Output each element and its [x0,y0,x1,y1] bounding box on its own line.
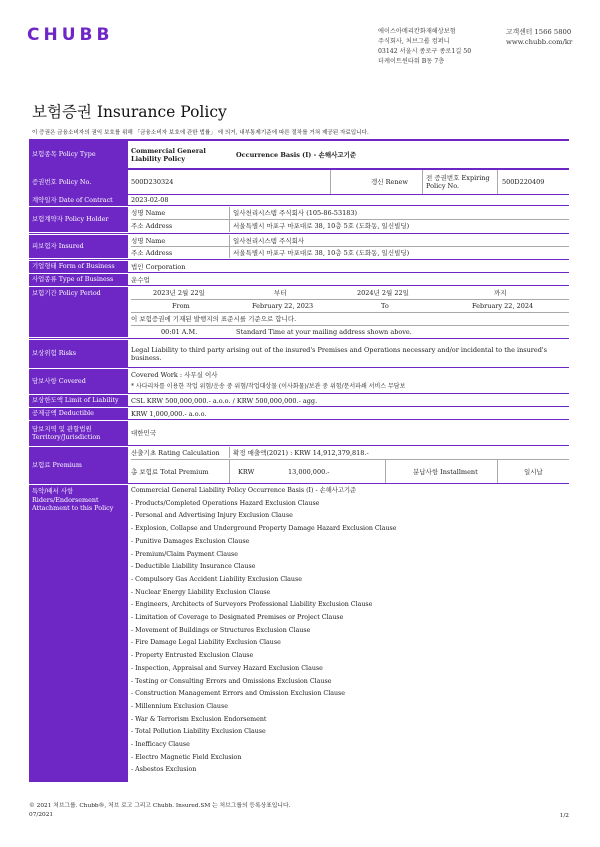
period-to-label: To [381,301,389,310]
policy-no-value: 500D230324 [131,178,174,186]
period-start-en: February 22, 2023 [252,301,314,310]
insured-address: 서울특별시 마포구 마포대로 38, 10층 5호 (도화동, 일신빌딩) [233,248,410,257]
divider [29,285,569,286]
installment-label: 분납사항 Installment [413,467,478,476]
document-title: 보험증권 Insurance Policy [32,103,227,121]
expiring-policy-value: 500D220409 [502,178,545,186]
covered-note: * 사다리차를 이용한 작업 위험/운송 중 위험/작업대상물 (이사화물)/보관 중 위험/문서파쇄 서비스 무담보 [131,382,406,390]
rider-item: - Electro Magnetic Field Exclusion [131,753,242,761]
rider-item: - War & Terrorism Exclusion Endorsement [131,715,267,723]
rating-calculation-label: 산출기초 Rating Calculation [131,448,220,457]
row-policy-period [29,287,569,337]
period-time: 00:01 A.M. [161,327,198,336]
date-of-contract-value: 2023-02-08 [131,196,169,204]
row-policy-no [29,170,569,194]
period-from-kr: 부터 [274,288,287,297]
rider-item: Commercial General Liability Policy Occurrence Basis (I) - 손해사고기준 [131,487,357,494]
rider-item: - Limitation of Coverage to Designated Premises or Project Clause [131,614,344,621]
period-from-label: From [172,301,190,310]
policy-no-label: 증권번호 Policy No. [29,170,128,194]
rider-item: - Movement of Buildings or Structures Exclusion Clause [131,626,311,634]
rider-item: - Engineers, Architects of Surveyors Professional Liability Exclusion Clause [131,601,373,609]
policy-basis: Occurrence Basis (I) - 손해사고기준 [236,150,357,159]
insured-address-label: 주소 Address [131,248,173,257]
rating-calculation-value: 확정 매출액(2021) : KRW 14,912,379,818.- [233,448,369,457]
divider [29,259,569,260]
holder-address-label: 주소 Address [131,222,173,230]
address-line: 에이스아메리칸화재해상보험 [378,28,456,35]
holder-name-label: 성명 Name [131,209,166,217]
total-premium-value: 13,000,000.- [288,467,330,476]
rider-item: - Inefficacy Clause [131,741,190,748]
row-date-of-contract [29,195,569,205]
limit-of-liability-label: 보상한도액 Limit of Liability [29,395,128,406]
row-riders [29,485,569,782]
address-line: 03142 서울시 종로구 종로1길 50 [378,48,472,55]
form-of-business-value: 법인 Corporation [131,262,186,271]
rider-item: - Millennium Exclusion Clause [131,702,228,710]
row-risks [29,340,569,367]
row-insured [29,235,569,258]
document-subtitle: 이 증권은 금융소비자의 권익 보호를 위해 「금융소비자 보호에 관한 법률」 에 의거, 내부통제기준에 따른 절차를 거쳐 제공된 자료입니다. [32,130,369,136]
period-end-kr: 2024년 2월 22일 [357,288,409,297]
rider-item: - Premium/Claim Payment Clause [131,550,238,558]
covered-label: 담보사항 Covered [29,369,128,393]
premium-label: 보험료 Premium [29,447,128,483]
divider [229,235,230,258]
rider-item: - Products/Completed Operations Hazard Exclusion Clause [131,499,320,507]
footer-date: 07/2021 [29,812,54,818]
installment-value: 일시납 [524,467,543,476]
row-covered [29,369,569,393]
divider [330,170,331,194]
policy-type-label: 보험종목 Policy Type [29,141,128,168]
rider-item: - Personal and Advertising Injury Exclusion Clause [131,512,293,520]
rider-item: - Deductible Liability Insurance Clause [131,563,256,571]
divider [29,393,569,394]
call-center: 고객센터 1566 5800 [506,28,572,36]
row-policy-holder [29,207,569,232]
row-form-of-business [29,261,569,272]
risks-value: Legal Liability to third party arising out of the insured's Premises and Operations necessary and/or incidental to the insured's business. [131,345,548,362]
row-limit-of-liability [29,395,569,406]
covered-work: Covered Work : 사무실 이사 [131,370,218,379]
policy-holder-label: 보험계약자 Policy Holder [29,207,128,232]
divider [29,406,569,407]
insured-label: 피보험자 Insured [29,235,128,258]
website-link[interactable]: www.chubb.com/kr [506,38,573,46]
period-end-en: February 22, 2024 [472,301,534,310]
divider [29,205,569,206]
divider [229,447,230,458]
row-deductible [29,408,569,419]
page-number: 1/2 [559,813,569,819]
rider-item: - Fire Damage Legal Liability Exclusion Clause [131,639,281,647]
risks-label: 보상위험 Risks [29,340,128,367]
rider-item: - Asbestos Exclusion [131,766,197,774]
rider-item: - Inspection, Appraisal and Survey Hazard Exclusion Clause [131,664,323,672]
period-start-kr: 2023년 2월 22일 [153,288,205,297]
divider [29,445,569,446]
rider-item: - Testing or Consulting Errors and Omissions Exclusion Clause [131,677,332,685]
row-premium [29,447,569,483]
deductible-label: 공제금액 Deductible [29,408,128,419]
divider [29,272,569,273]
renew-label: 갱신 Renew [371,178,408,186]
type-of-business-label: 사업종류 Type of Business [29,274,128,285]
territory-label: 담보지역 및 관할법원 Territory/Jurisdiction [29,421,128,445]
period-to-kr: 까지 [494,288,507,297]
rider-item: - Total Pollution Liability Exclusion Clause [131,728,266,736]
divider [497,170,498,194]
divider [229,460,230,483]
divider [29,419,569,420]
total-premium-label: 총 보험료 Total Premium [131,467,209,476]
insured-name-label: 성명 Name [131,236,166,245]
address-line: 더케이트윈타워 B동 7층 [378,58,445,65]
divider [29,483,569,484]
divider [497,460,498,483]
holder-address: 서울특별시 마포구 마포대로 38, 10층 5호 (도화동, 일신빌딩) [233,222,410,230]
type-of-business-value: 운수업 [131,275,150,284]
row-policy-type [29,141,569,168]
divider [229,207,230,232]
divider [29,367,569,368]
copyright: © 2021 처브그룹. Chubb®, 처브 로고 그리고 Chubb. Insured.SM 는 처브그룹의 등록상표입니다. [29,803,291,809]
divider [29,233,569,234]
period-note-kr: 이 보험증권에 기재된 발행지의 표준시를 기준으로 합니다. [131,314,297,323]
divider [422,170,423,194]
rider-item: - Property Entrusted Exclusion Clause [131,652,254,660]
row-type-of-business [29,274,569,285]
policy-type-value: Commercial General Liability Policy [131,146,206,163]
company-address [378,27,471,67]
divider [29,338,569,339]
rider-item: - Explosion, Collapse and Underground Property Damage Hazard Exclusion Clause [131,525,397,533]
rider-item: - Nuclear Energy Liability Exclusion Clause [131,588,271,596]
chubb-logo: CHUBB [27,25,114,45]
limit-of-liability-value: CSL KRW 500,000,000.- a.o.o. / KRW 500,000,000.- agg. [131,396,318,405]
row-territory [29,421,569,445]
period-time-note: Standard Time at your mailing address shown above. [236,327,412,336]
rider-item: - Punitive Damages Exclusion Clause [131,537,250,545]
policy-period-label: 보험기간 Policy Period [29,287,128,337]
territory-value: 대한민국 [131,429,157,437]
deductible-value: KRW 1,000,000.- a.o.o. [131,409,207,418]
premium-currency: KRW [238,467,255,476]
divider [385,460,386,483]
rider-item: - Compulsory Gas Accident Liability Exclusion Clause [131,575,302,583]
expiring-policy-label: 전 증권번호 Expiring Policy No. [426,174,490,190]
date-of-contract-label: 계약일자 Date of Contract [29,195,128,205]
holder-name: 일사천리시스템 주식회사 (105-86-53183) [233,209,358,217]
form-of-business-label: 기업형태 Form of Business [29,261,128,272]
address-line: 주식회사, 처브그룹 컴퍼니 [378,38,450,45]
rider-item: - Construction Management Errors and Omission Exclusion Clause [131,690,345,698]
riders-label: 특약/배서 사항 Riders/Endorsement Attachment to this Policy [29,485,128,782]
company-contact [506,27,572,47]
insured-name: 일사천리시스템 주식회사 [233,236,305,245]
